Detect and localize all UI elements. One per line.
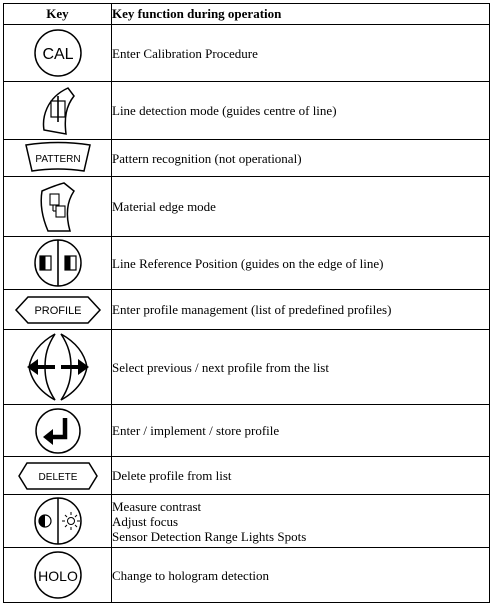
delete-key-label: DELETE [38, 471, 77, 483]
profile-key-label: PROFILE [33, 304, 82, 317]
header-function: Key function during operation [112, 4, 490, 25]
enter-key-icon [28, 407, 88, 455]
pattern-key-label: PATTERN [34, 154, 81, 165]
cal-key-label: CAL [41, 46, 74, 63]
table-row [4, 330, 490, 405]
line-detection-key-icon [28, 84, 88, 138]
function-text: Delete profile from list [112, 468, 232, 483]
delete-key-icon [17, 461, 99, 491]
table-row [4, 548, 490, 603]
table-row [4, 237, 490, 290]
table-row [4, 495, 490, 548]
function-text: Pattern recognition (not operational) [112, 150, 302, 166]
table-row [4, 457, 490, 495]
function-text: Line detection mode (guides centre of line) [112, 103, 337, 118]
function-text: Material edge mode [112, 199, 216, 214]
line-reference-key-icon [28, 238, 88, 288]
holo-key-label: HOLO [37, 568, 78, 584]
table-row [4, 177, 490, 237]
key-function-table [3, 3, 490, 603]
holo-key-icon [28, 550, 88, 600]
function-text: Line Reference Position (guides on the edge of line) [112, 255, 384, 271]
profile-key-icon [14, 295, 102, 325]
pattern-key-icon [22, 143, 94, 173]
table-row [4, 140, 490, 177]
function-text: Enter profile management (list of predefined profiles) [112, 302, 392, 317]
function-text: Measure contrast [112, 498, 202, 514]
table-row [4, 290, 490, 330]
header-key: Key [4, 4, 112, 25]
cal-key-icon [28, 28, 88, 78]
function-text: Change to hologram detection [112, 567, 270, 583]
table-row [4, 82, 490, 140]
function-text: Select previous / next profile from the list [112, 359, 329, 375]
prev-next-key-icon [23, 332, 93, 402]
table-row [4, 25, 490, 82]
table-row [4, 405, 490, 457]
function-text: Enter / implement / store profile [112, 423, 280, 438]
function-text: Adjust focus [112, 513, 179, 529]
material-edge-key-icon [28, 179, 88, 235]
contrast-focus-key-icon [28, 496, 88, 546]
table-header-row [4, 4, 490, 25]
function-text: Enter Calibration Procedure [112, 45, 258, 61]
function-text: Sensor Detection Range Lights Spots [112, 528, 307, 544]
